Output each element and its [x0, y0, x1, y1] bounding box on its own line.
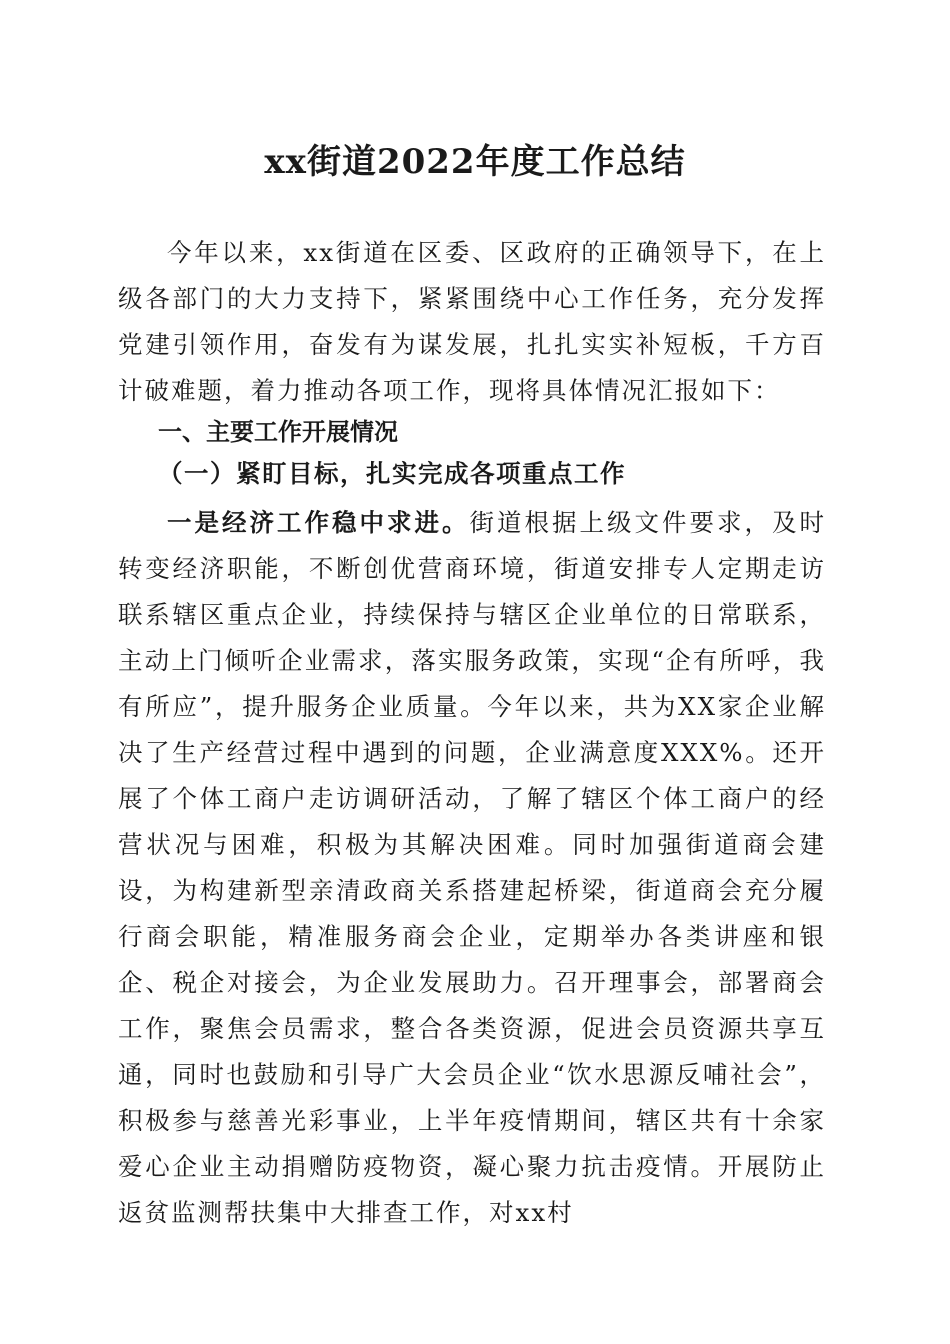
- paragraph-body: 街道根据上级文件要求，及时转变经济职能，不断创优营商环境，街道安排专人定期走访联系辖区重点企业，持续保持与辖区企业单位的日常联系，主动上门倾听企业需求，落实服务政策，实现“企有所呼，我有所应”，提升服务企业质量。今年以来，共为XX家企业解决了生产经营过程中遇到的问题，企业满意度XXX%。还开展了个体工商户走访调研活动，了解了辖区个体工商户的经营状况与困难，积极为其解决困难。同时加强街道商会建设，为构建新型亲清政商关系搭建起桥梁，街道商会充分履行商会职能，精准服务商会企业，定期举办各类讲座和银企、税企对接会，为企业发展助力。召开理事会，部署商会工作，聚焦会员需求，整合各类资源，促进会员资源共享互通，同时也鼓励和引导广大会员企业“饮水思源反哺社会”，积极参与慈善光彩事业，上半年疫情期间，辖区共有十余家爱心企业主动捐赠防疫物资，凝心聚力抗击疫情。开展防止返贫监测帮扶集中大排查工作，对xx村: [118, 508, 826, 1227]
- intro-paragraph: 今年以来，xx街道在区委、区政府的正确领导下，在上级各部门的大力支持下，紧紧围绕中心工作任务，充分发挥党建引领作用，奋发有为谋发展，扎扎实实补短板，千方百计破难题，着力推动各项工作，现将具体情况汇报如下：: [118, 238, 826, 405]
- document-title: xx街道2022年度工作总结: [264, 142, 686, 182]
- paragraph-lead: 一是经济工作稳中求进。: [167, 508, 470, 537]
- economic-work-paragraph: [118, 500, 826, 1236]
- section-heading: 一、主要工作开展情况: [158, 418, 398, 446]
- subsection-heading: （一）紧盯目标，扎实完成各项重点工作: [158, 459, 626, 488]
